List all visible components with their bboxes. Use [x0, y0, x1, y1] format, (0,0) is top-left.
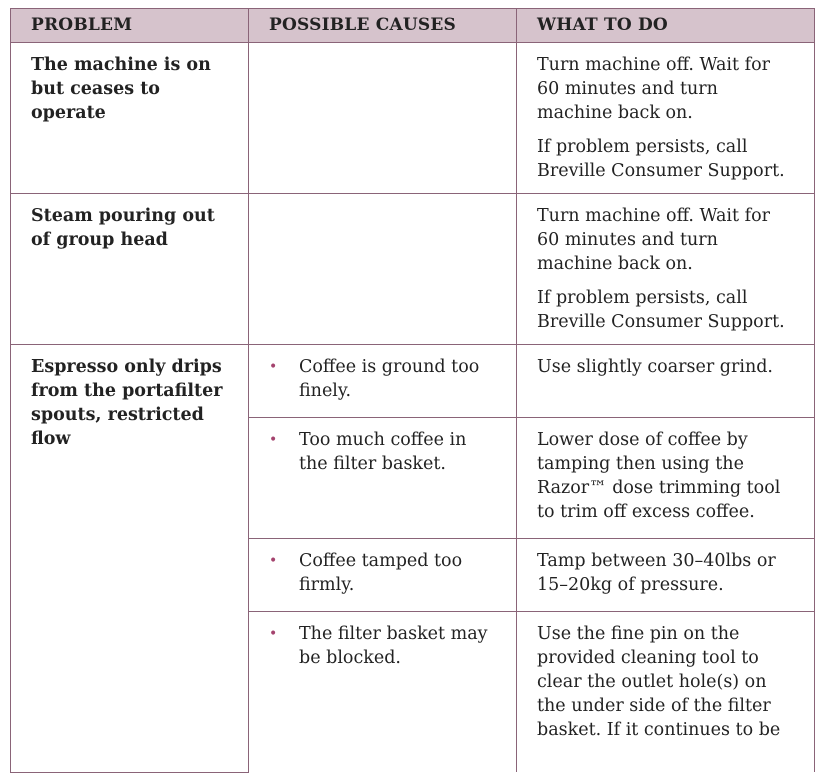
- action-text: Tamp between 30–40lbs or 15–20kg of pressure.: [537, 551, 776, 595]
- table-row: [11, 194, 815, 345]
- troubleshooting-table: [10, 8, 815, 773]
- cause-cell-empty: [249, 194, 517, 345]
- header-problem: PROBLEM: [11, 9, 249, 43]
- problem-text: The machine is on but ceases to operate: [31, 55, 211, 123]
- cause-cell-empty: [249, 43, 517, 194]
- cause-item: [269, 428, 498, 476]
- action-text: Lower dose of coffee by tamping then using the Razor™ dose trimming tool to trim off excess coffee.: [537, 430, 781, 522]
- bullet-icon: •: [269, 359, 278, 375]
- header-what-to-do: WHAT TO DO: [517, 9, 815, 43]
- cause-cell: [249, 539, 517, 612]
- cause-cell: [249, 418, 517, 539]
- cause-cell: [249, 612, 517, 773]
- cause-text: Coffee tamped too firmly.: [299, 551, 463, 595]
- bullet-icon: •: [269, 553, 278, 569]
- header-possible-causes: POSSIBLE CAUSES: [249, 9, 517, 43]
- action-cell: [517, 539, 815, 612]
- cause-item: [269, 622, 498, 670]
- action-text: Use the fine pin on the provided cleaning tool to clear the outlet hole(s) on the under side of the filter basket. If it continues to be: [537, 624, 781, 740]
- table-row: [11, 43, 815, 194]
- bullet-icon: •: [269, 432, 278, 448]
- cause-text: Too much coffee in the filter basket.: [299, 430, 467, 474]
- cause-item: [269, 355, 498, 403]
- action-text: If problem persists, call Breville Consumer Support.: [537, 288, 785, 332]
- action-text: Turn machine off. Wait for 60 minutes and turn machine back on.: [537, 206, 770, 274]
- action-text: If problem persists, call Breville Consumer Support.: [537, 137, 785, 181]
- action-cell: [517, 612, 815, 773]
- action-cell: [517, 345, 815, 418]
- cause-cell: [249, 345, 517, 418]
- action-text: Use slightly coarser grind.: [537, 357, 773, 377]
- cause-text: The filter basket may be blocked.: [299, 624, 488, 668]
- header-row: [11, 9, 815, 43]
- problem-text: Steam pouring out of group head: [31, 206, 215, 250]
- problem-text: Espresso only drips from the portafilter spouts, restricted flow: [31, 357, 223, 449]
- problem-cell: [11, 194, 249, 345]
- action-text: Turn machine off. Wait for 60 minutes and turn machine back on.: [537, 55, 770, 123]
- problem-cell: [11, 345, 249, 773]
- action-cell: [517, 194, 815, 345]
- cause-item: [269, 549, 498, 597]
- cause-text: Coffee is ground too finely.: [299, 357, 480, 401]
- action-cell: [517, 43, 815, 194]
- problem-cell: [11, 43, 249, 194]
- action-cell: [517, 418, 815, 539]
- table-row: [11, 345, 815, 418]
- bullet-icon: •: [269, 626, 278, 642]
